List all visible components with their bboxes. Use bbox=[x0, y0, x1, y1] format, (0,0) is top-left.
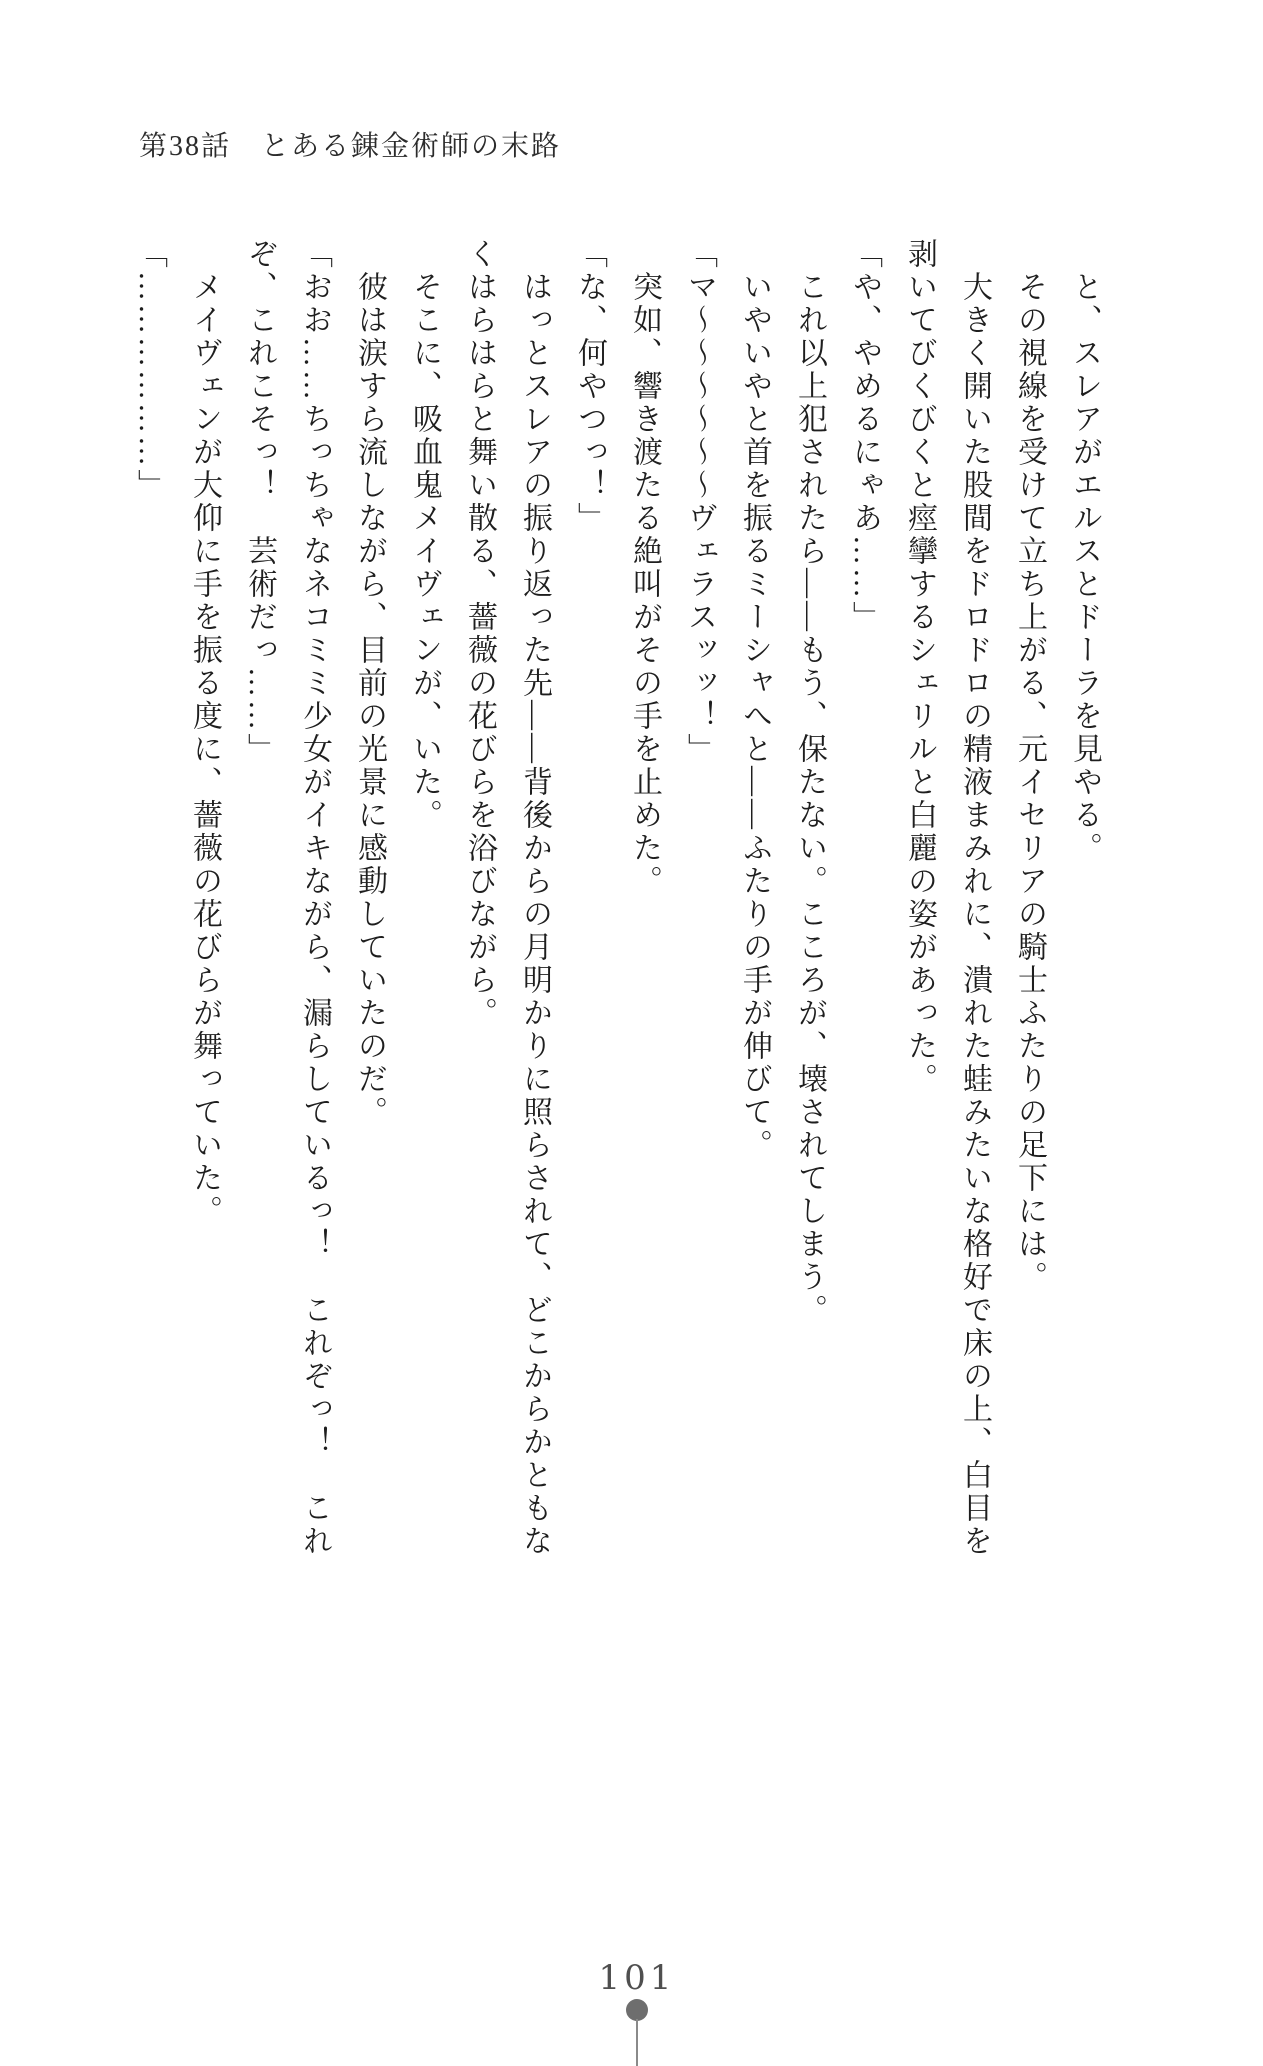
page-number: 101 bbox=[598, 1958, 676, 1998]
footer-dot-ornament bbox=[626, 1999, 648, 2021]
text-line: 「や、やめるにゃあ……」 bbox=[848, 238, 881, 634]
text-line: その視線を受けて立ち上がる、元イセリアの騎士ふたりの足下には。 bbox=[1013, 271, 1046, 1294]
text-line: 「………………」 bbox=[133, 238, 166, 502]
text-line: くはらはらと舞い散る、薔薇の花びらを浴びながら。 bbox=[463, 238, 496, 1030]
text-line: 突如、響き渡たる絶叫がその手を止めた。 bbox=[628, 271, 661, 898]
text-line: いやいやと首を振るミーシャへと――ふたりの手が伸びて。 bbox=[738, 271, 771, 1162]
text-line: 「な、何やつっ！」 bbox=[573, 238, 606, 535]
text-line: はっとスレアの振り返った先――背後からの月明かりに照らされて、どこからかともな bbox=[518, 271, 551, 1558]
vertical-text-block bbox=[122, 238, 1112, 1798]
text-line: そこに、吸血鬼メイヴェンが、いた。 bbox=[408, 271, 441, 832]
text-line: 大きく開いた股間をドロドロの精液まみれに、潰れた蛙みたいな格好で床の上、白目を bbox=[958, 271, 991, 1558]
text-line: ぞ、これこそっ！ 芸術だっ……」 bbox=[243, 238, 276, 766]
text-line: 「マ〜〜〜〜〜〜ヴェラスッッ！」 bbox=[683, 238, 716, 766]
text-line: メイヴェンが大仰に手を振る度に、薔薇の花びらが舞っていた。 bbox=[188, 271, 221, 1228]
footer-line-ornament bbox=[636, 2019, 638, 2066]
chapter-header: 第38話 とある錬金術師の末路 bbox=[139, 131, 562, 162]
text-line: これ以上犯されたら――もう、保たない。こころが、壊されてしまう。 bbox=[793, 271, 826, 1327]
text-line: と、スレアがエルスとドーラを見やる。 bbox=[1068, 271, 1101, 865]
text-line: 「おお……ちっちゃなネコミミ少女がイキながら、漏らしているっ！ これぞっ！ これ bbox=[298, 238, 331, 1558]
text-line: 剥いてびくびくと痙攣するシェリルと白麗の姿があった。 bbox=[903, 238, 936, 1096]
text-line: 彼は涙すら流しながら、目前の光景に感動していたのだ。 bbox=[353, 271, 386, 1129]
